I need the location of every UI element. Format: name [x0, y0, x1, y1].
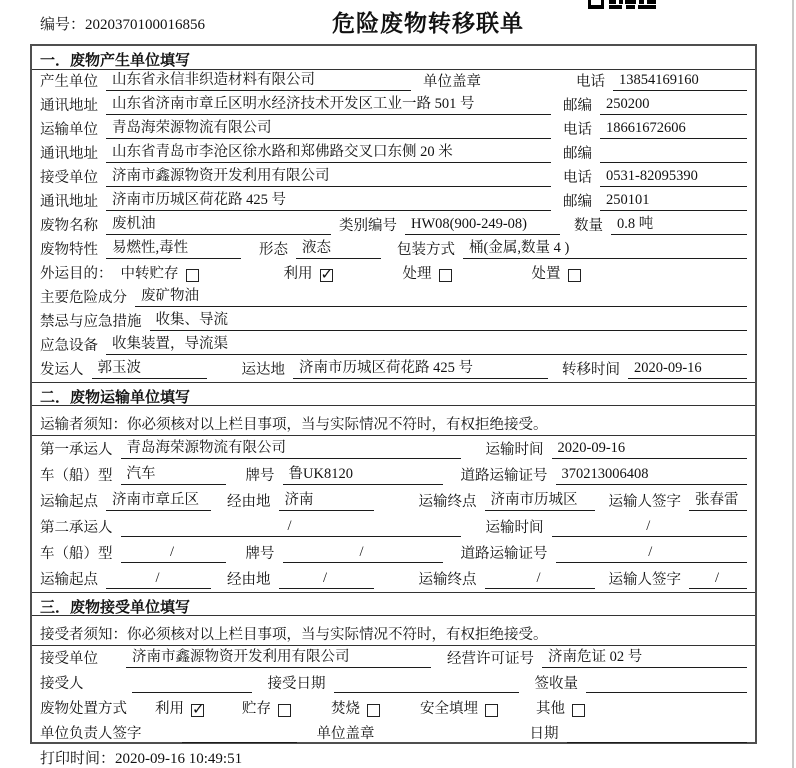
option-label: 处理: [402, 266, 432, 282]
form-label: 形态: [259, 242, 288, 258]
row-receive-unit-3: [32, 646, 755, 671]
packing-label: 包装方式: [397, 242, 455, 258]
transport-address-value: 山东省青岛市李沧区徐水路和郑佛路交叉口东侧 20 米: [106, 140, 551, 163]
purpose-option-storage: [121, 262, 199, 283]
section-producer: [32, 46, 755, 382]
transport-phone-value: 18661672606: [600, 120, 747, 139]
address-label: 通讯地址: [40, 194, 98, 210]
row-vehicle-1: [32, 462, 755, 488]
option-label: 处置: [531, 266, 561, 282]
route-start-label: 运输起点: [40, 572, 98, 588]
disposal-option-store: [242, 697, 291, 718]
purpose-option-utilize: [284, 262, 333, 283]
row-receive-unit: [32, 166, 755, 190]
receiver-notice: 接受者须知：你必须核对以上栏目事项，当与实际情况不符时，有权拒绝接受。: [32, 616, 755, 646]
zip-label: 邮编: [563, 98, 592, 114]
checkbox-store: [278, 704, 291, 717]
category-code-value: HW08(900-249-08): [405, 216, 560, 235]
route-via-2-value: /: [279, 570, 374, 589]
transport-unit-label: 运输单位: [40, 122, 98, 138]
receive-unit-label: 接受单位: [40, 170, 98, 186]
route-start-2-value: /: [106, 570, 211, 589]
transporter-sign-label: 运输人签字: [608, 572, 681, 588]
row-route-2: [32, 566, 755, 592]
option-label: 利用: [155, 701, 184, 717]
responsible-sign-label: 单位负责人签字: [40, 726, 142, 742]
row-produce-unit: [32, 70, 755, 94]
produce-unit-value: 山东省永信非织造材料有限公司: [106, 68, 411, 91]
row-transport-unit: [32, 118, 755, 142]
row-responsible-sign: [32, 721, 755, 746]
waste-character-label: 废物特性: [40, 242, 98, 258]
taboo-measures-label: 禁忌与应急措施: [40, 314, 142, 330]
zip-label: 邮编: [563, 146, 592, 162]
road-license-label: 道路运输证号: [460, 546, 548, 562]
produce-address-value: 山东省济南市章丘区明水经济技术开发区工业一路 501 号: [106, 92, 551, 115]
receive-date-label: 接受日期: [267, 676, 326, 692]
shipper-value: 郭玉波: [92, 356, 207, 379]
print-time: [40, 747, 242, 768]
option-label: 中转贮存: [120, 266, 179, 282]
receive-unit-value: 济南市鑫源物资开发利用有限公司: [106, 164, 551, 187]
disposal-option-utilize: [155, 697, 204, 718]
checkbox-storage: [186, 269, 199, 282]
page-edge-divider: [792, 0, 794, 768]
serial-value: 2020370100016856: [85, 17, 206, 33]
vehicle-type-label: 车（船）型: [40, 546, 113, 562]
row-route-1: [32, 488, 755, 514]
road-license-value: 370213006408: [556, 466, 748, 485]
checkbox-landfill: [485, 704, 498, 717]
responsible-sign-value: [182, 726, 297, 743]
produce-phone-value: 13854169160: [613, 72, 747, 91]
transporter-sign-2-value: /: [689, 570, 747, 589]
date-value: [567, 726, 748, 743]
serial-label: 编号：: [40, 17, 86, 33]
option-label: 安全填埋: [420, 701, 478, 717]
vehicle-type-2-value: /: [121, 544, 226, 563]
row-waste-character: [32, 238, 755, 262]
qr-code-icon: [588, 0, 660, 9]
destination-value: 济南市历城区荷花路 425 号: [293, 356, 548, 379]
road-license-label: 道路运输证号: [460, 468, 548, 484]
phone-label: 电话: [563, 122, 592, 138]
emergency-equipment-value: 收集装置，导流渠: [106, 332, 747, 355]
checkbox-other: [572, 704, 585, 717]
section-receiver: [32, 592, 755, 746]
checkbox-utilize: [320, 269, 333, 282]
option-label: 贮存: [242, 701, 271, 717]
route-end-2-value: /: [485, 570, 595, 589]
business-license-value: 济南危证 02 号: [542, 645, 747, 668]
route-end-label: 运输终点: [418, 494, 477, 510]
plate-value: 鲁UK8120: [283, 462, 443, 485]
phone-label: 电话: [563, 170, 592, 186]
unit-seal-label: 单位盖章: [316, 726, 375, 742]
address-label: 通讯地址: [40, 98, 98, 114]
produce-zip-value: 250200: [600, 96, 747, 115]
purpose-label: 外运目的：: [40, 266, 113, 282]
quantity-value: 0.8 吨: [611, 212, 747, 235]
print-time-label: 打印时间：: [40, 751, 116, 767]
route-via-label: 经由地: [227, 494, 271, 510]
checkbox-dispose: [568, 269, 581, 282]
route-via-label: 经由地: [227, 572, 271, 588]
checkbox-utilize: [191, 704, 204, 717]
category-code-label: 类别编号: [339, 218, 397, 234]
receiver-value: [132, 676, 252, 693]
transfer-time-value: 2020-09-16: [628, 360, 747, 379]
row-receiver-person: [32, 671, 755, 696]
route-start-label: 运输起点: [40, 494, 98, 510]
second-carrier-value: /: [121, 518, 461, 537]
destination-label: 运达地: [241, 362, 285, 378]
receive-zip-value: 250101: [600, 192, 747, 211]
plate-label: 牌号: [245, 546, 275, 562]
transport-time-label: 运输时间: [485, 442, 544, 458]
emergency-equipment-label: 应急设备: [40, 338, 98, 354]
transport-zip-value: [600, 146, 747, 163]
unit-seal-label: 单位盖章: [423, 74, 481, 90]
hazard-component-label: 主要危险成分: [40, 290, 127, 306]
section-1-header: 一．废物产生单位填写: [32, 46, 755, 70]
row-first-carrier: [32, 436, 755, 462]
purpose-option-dispose: [532, 262, 581, 283]
option-label: 利用: [283, 266, 313, 282]
waste-character-value: 易燃性,毒性: [106, 236, 241, 259]
route-via-value: 济南: [279, 488, 374, 511]
row-shipper: [32, 358, 755, 382]
plate-label: 牌号: [245, 468, 275, 484]
waste-name-value: 废机油: [106, 212, 331, 235]
transport-unit-value: 青岛海荣源物流有限公司: [106, 116, 551, 139]
page-title: 危险废物转移联单: [332, 11, 524, 36]
disposal-method-label: 废物处置方式: [40, 701, 127, 717]
waste-name-label: 废物名称: [40, 218, 98, 234]
manifest-form-table: [30, 44, 757, 744]
row-emergency-equipment: [32, 334, 755, 358]
quantity-label: 数量: [574, 218, 603, 234]
disposal-option-landfill: [420, 697, 498, 718]
print-time-value: 2020-09-16 10:49:51: [115, 751, 243, 767]
receive-address-value: 济南市历城区荷花路 425 号: [106, 188, 551, 211]
row-receive-address: [32, 190, 755, 214]
section-2-header: 二．废物运输单位填写: [32, 382, 755, 406]
row-disposal-method: [32, 696, 755, 721]
option-label: 焚烧: [331, 701, 360, 717]
purpose-option-treat: [403, 262, 452, 283]
signed-quantity-value: [586, 676, 747, 693]
transfer-time-label: 转移时间: [562, 362, 620, 378]
receive-unit-label: 接受单位: [40, 651, 98, 667]
road-license-2-value: /: [556, 544, 748, 563]
section-transporter: [32, 382, 755, 592]
vehicle-type-value: 汽车: [121, 462, 226, 485]
business-license-label: 经营许可证号: [447, 651, 534, 667]
row-vehicle-2: [32, 540, 755, 566]
transporter-sign-label: 运输人签字: [608, 494, 681, 510]
signed-quantity-label: 签收量: [534, 676, 578, 692]
shipper-label: 发运人: [40, 362, 84, 378]
receive-phone-value: 0531-82095390: [600, 168, 747, 187]
form-value: 液态: [296, 236, 381, 259]
receive-date-value: [334, 676, 519, 693]
row-second-carrier: [32, 514, 755, 540]
vehicle-type-label: 车（船）型: [40, 468, 113, 484]
option-label: 其他: [536, 701, 565, 717]
plate-2-value: /: [283, 544, 443, 563]
row-transfer-purpose: [32, 262, 755, 286]
packing-value: 桶(金属,数量 4 ): [463, 236, 747, 259]
route-end-value: 济南市历城区: [485, 488, 595, 511]
first-carrier-label: 第一承运人: [40, 442, 113, 458]
row-hazard-component: [32, 286, 755, 310]
transporter-sign-value: 张春雷: [689, 488, 747, 511]
transport-time-label: 运输时间: [485, 520, 544, 536]
second-carrier-label: 第二承运人: [40, 520, 113, 536]
row-transport-address: [32, 142, 755, 166]
disposal-option-incinerate: [331, 697, 380, 718]
receive-unit-3-value: 济南市鑫源物资开发利用有限公司: [126, 645, 431, 668]
receiver-label: 接受人: [40, 676, 84, 692]
zip-label: 邮编: [563, 194, 592, 210]
phone-label: 电话: [576, 74, 605, 90]
section-3-header: 三．废物接受单位填写: [32, 592, 755, 616]
route-end-label: 运输终点: [418, 572, 477, 588]
produce-unit-label: 产生单位: [40, 74, 98, 90]
transport-time-2-value: /: [552, 518, 748, 537]
route-start-value: 济南市章丘区: [106, 488, 211, 511]
checkbox-incinerate: [367, 704, 380, 717]
hazard-component-value: 废矿物油: [135, 284, 747, 307]
date-label: 日期: [529, 726, 559, 742]
taboo-measures-value: 收集、导流: [150, 308, 748, 331]
first-carrier-value: 青岛海荣源物流有限公司: [121, 436, 461, 459]
row-taboo-measures: [32, 310, 755, 334]
transporter-notice: 运输者须知：你必须核对以上栏目事项，当与实际情况不符时，有权拒绝接受。: [32, 406, 755, 436]
address-label: 通讯地址: [40, 146, 98, 162]
row-waste-name: [32, 214, 755, 238]
checkbox-treat: [439, 269, 452, 282]
transport-time-value: 2020-09-16: [552, 440, 748, 459]
row-produce-address: [32, 94, 755, 118]
disposal-option-other: [536, 697, 585, 718]
